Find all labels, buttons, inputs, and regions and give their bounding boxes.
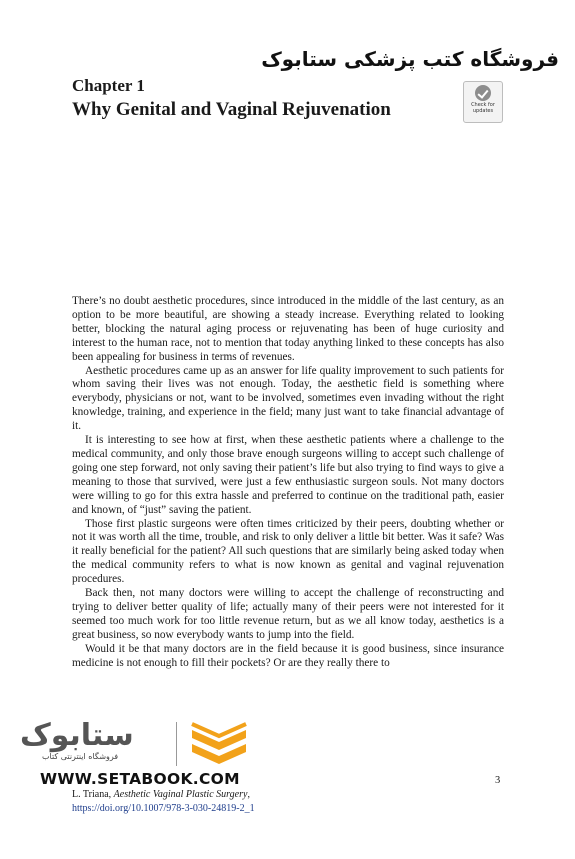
setabook-logo-subtext: فروشگاه اینترنتی کتاب: [42, 752, 119, 761]
paragraph: Would it be that many doctors are in the field because it is good business, since insurance medicine is not enough to fill their pockets? Or are they really there to: [72, 642, 504, 669]
setabook-logo: [0, 716, 290, 774]
chapter-body: [72, 295, 504, 670]
page-number: 3: [495, 775, 501, 786]
paragraph: There’s no doubt aesthetic procedures, since introduced in the middle of the last century, as an option to be more beautiful, are showing a steady increase. Everything related to looking better, blocking the natural aging process or rejuvenating has been of huge curiosity and interest to the human race, not to mention that today anything linked to these concepts has also been appealing for business in terms of revenues.: [72, 295, 504, 363]
watermark-header: فروشگاه کتب پزشکی ستابوک: [261, 47, 559, 71]
chapter-title: Why Genital and Vaginal Rejuvenation: [72, 99, 391, 120]
logo-divider: [176, 722, 177, 766]
badge-line-2: updates: [472, 108, 494, 114]
chapter-label: Chapter 1: [72, 76, 145, 95]
check-for-updates-badge[interactable]: [463, 81, 503, 123]
author-name: L. Triana,: [72, 789, 114, 800]
book-title: Aesthetic Vaginal Plastic Surgery: [113, 789, 248, 800]
setabook-logo-text: ستابوک: [20, 718, 134, 753]
website-url: WWW.SETABOOK.COM: [40, 770, 240, 788]
check-for-updates-icon: [475, 85, 491, 101]
paragraph: Those first plastic surgeons were often times criticized by their peers, doubting whether or not it was worth all the time, trouble, and risk to only deliver a little bit better. Was it safe? Was it really beneficial for the patient? All such questions that are similarly being asked today when the medical community refers to what is now known as genital and vaginal rejuvenation procedures.: [72, 517, 504, 586]
citation-suffix: ,: [247, 789, 250, 800]
paragraph: Aesthetic procedures came up as an answer for life quality improvement to such patients for whom saving their lives was not enough. Today, the aesthetic field is something where everybody, physicians or not, want to be involved, sometimes even invading without the right knowledge, training, and experience in the field; many just want to take financial advantage of it.: [72, 364, 504, 433]
book-stack-icon: [188, 720, 250, 766]
doi-link[interactable]: https://doi.org/10.1007/978-3-030-24819-2_1: [72, 803, 255, 814]
paragraph: It is interesting to see how at first, when these aesthetic patients where a challenge to the medical community, and only those brave enough surgeons willing to accept such challenge of going one step forward, not only saving their patient’s life but also trying to find ways to give a meaning to those that survived, were just a few enthusiastic surgeon souls. Not many doctors were willing to go for this extra hassle and preferred to continue on the traditional path, easier and known, of “just” saving the patient.: [72, 434, 504, 516]
badge-line-1: Check for: [471, 102, 495, 108]
citation-line: [72, 789, 250, 800]
paragraph: Back then, not many doctors were willing to accept the challenge of reconstructing and trying to deliver better quality of life; actually many of their peers were not interested for it seemed too much work for too little revenue return, but as we all know today, aesthetics is a great business, so now everybody wants to jump into the field.: [72, 587, 504, 641]
